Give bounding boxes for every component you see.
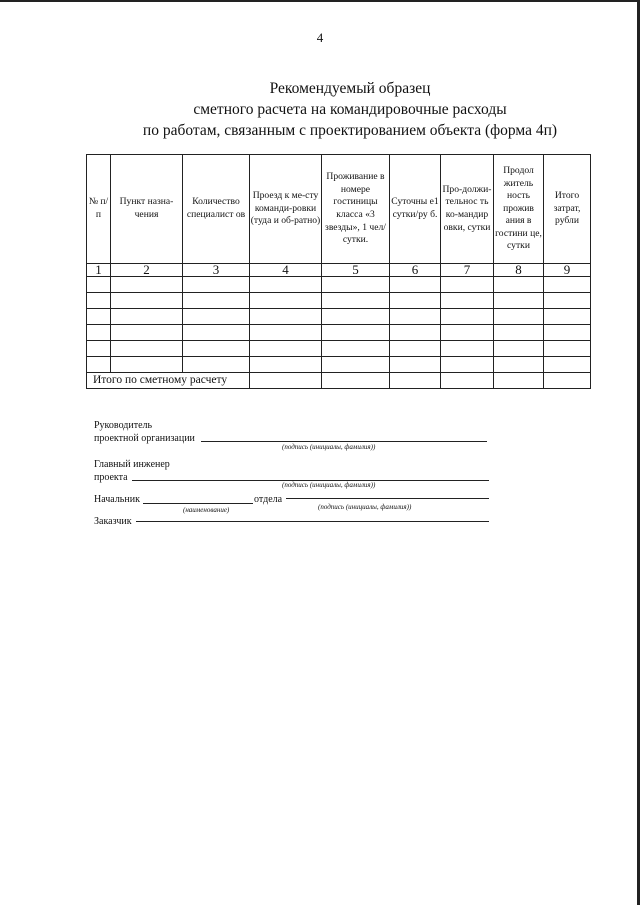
table-row	[87, 341, 591, 357]
document-title	[60, 78, 640, 141]
dept-name-line[interactable]	[143, 503, 253, 504]
estimate-table	[86, 154, 591, 389]
table-cell[interactable]	[250, 357, 322, 373]
table-cell[interactable]	[111, 309, 183, 325]
table-cell[interactable]	[441, 309, 494, 325]
table-cell[interactable]	[183, 293, 250, 309]
header-cell: Итого затрат, рубли	[544, 155, 591, 264]
table-cell[interactable]	[183, 277, 250, 293]
table-cell[interactable]	[441, 277, 494, 293]
title-line-2: сметного расчета на командировочные расходы	[193, 101, 507, 118]
table-cell[interactable]	[183, 341, 250, 357]
header-row	[87, 155, 591, 264]
table-cell[interactable]	[390, 357, 441, 373]
column-number: 4	[250, 264, 322, 277]
table-cell[interactable]	[441, 325, 494, 341]
column-number: 1	[87, 264, 111, 277]
head-label-line2: проектной организации	[94, 433, 195, 444]
table-cell[interactable]	[494, 373, 544, 389]
table-cell[interactable]	[87, 277, 111, 293]
table-cell[interactable]	[250, 309, 322, 325]
head-signature-hint: (подпись (инициалы, фамилия))	[282, 443, 376, 451]
table-cell[interactable]	[544, 373, 591, 389]
table-cell[interactable]	[390, 277, 441, 293]
table-cell[interactable]	[322, 277, 390, 293]
table-cell[interactable]	[183, 325, 250, 341]
table-cell[interactable]	[250, 293, 322, 309]
table-cell[interactable]	[250, 277, 322, 293]
table-cell[interactable]	[250, 341, 322, 357]
column-number: 6	[390, 264, 441, 277]
page-edge-top	[0, 0, 640, 2]
table-cell[interactable]	[544, 357, 591, 373]
customer-signature-line[interactable]	[136, 521, 489, 522]
column-number: 9	[544, 264, 591, 277]
header-cell: Проживание в номере гостиницы класса «3 звезды», 1 чел/сутки.	[322, 155, 390, 264]
header-cell: Суточны е1 сутки/ру б.	[390, 155, 441, 264]
column-number: 2	[111, 264, 183, 277]
page-number: 4	[316, 30, 324, 45]
total-row	[87, 373, 591, 389]
table-cell[interactable]	[322, 341, 390, 357]
header-cell: Пункт назна-чения	[111, 155, 183, 264]
header-cell: Проезд к ме-сту команди-ровки (туда и об-ратно)	[250, 155, 322, 264]
table-cell[interactable]	[250, 373, 322, 389]
column-number-row	[87, 264, 591, 277]
table-cell[interactable]	[111, 325, 183, 341]
column-number: 7	[441, 264, 494, 277]
header-cell: Количество специалист ов	[183, 155, 250, 264]
table-cell[interactable]	[390, 293, 441, 309]
column-number: 5	[322, 264, 390, 277]
table-row	[87, 325, 591, 341]
table-cell[interactable]	[111, 341, 183, 357]
dept-label-middle: отдела	[254, 494, 283, 505]
chief-signature-hint: (подпись (инициалы, фамилия))	[282, 481, 376, 489]
table-cell[interactable]	[544, 309, 591, 325]
table-cell[interactable]	[111, 293, 183, 309]
table-cell[interactable]	[390, 325, 441, 341]
table-cell[interactable]	[441, 373, 494, 389]
head-label-line1: Руководитель	[94, 420, 153, 431]
table-row	[87, 357, 591, 373]
table-cell[interactable]	[494, 341, 544, 357]
table-cell[interactable]	[544, 341, 591, 357]
table-cell[interactable]	[322, 293, 390, 309]
table-cell[interactable]	[494, 325, 544, 341]
table-cell[interactable]	[87, 293, 111, 309]
head-signature-line[interactable]	[201, 441, 487, 442]
table-cell[interactable]	[111, 277, 183, 293]
table-cell[interactable]	[183, 309, 250, 325]
dept-name-hint: (наименование)	[183, 506, 230, 514]
dept-signature-hint: (подпись (инициалы, фамилия))	[318, 503, 412, 511]
dept-label-prefix: Начальник	[94, 494, 140, 505]
table-cell[interactable]	[390, 309, 441, 325]
header-cell: № п/ п	[87, 155, 111, 264]
total-label: Итого по сметному расчету	[87, 373, 250, 389]
title-line-3: по работам, связанным с проектированием объекта (форма 4п)	[142, 122, 558, 139]
table-cell[interactable]	[322, 373, 390, 389]
table-cell[interactable]	[87, 325, 111, 341]
table-cell[interactable]	[441, 341, 494, 357]
table-cell[interactable]	[494, 309, 544, 325]
table-cell[interactable]	[441, 357, 494, 373]
chief-label-line1: Главный инженер	[94, 459, 170, 470]
table-cell[interactable]	[390, 341, 441, 357]
table-row	[87, 293, 591, 309]
table-row	[87, 277, 591, 293]
column-number: 8	[494, 264, 544, 277]
table-cell[interactable]	[544, 293, 591, 309]
table-cell[interactable]	[183, 357, 250, 373]
header-cell: Про-должи-тельнос ть ко-мандир овки, сутки	[441, 155, 494, 264]
table-cell[interactable]	[322, 309, 390, 325]
dept-signature-line[interactable]	[286, 498, 489, 499]
table-cell[interactable]	[441, 293, 494, 309]
column-number: 3	[183, 264, 250, 277]
table-cell[interactable]	[250, 325, 322, 341]
table-cell[interactable]	[494, 357, 544, 373]
table-cell[interactable]	[544, 277, 591, 293]
table-row	[87, 309, 591, 325]
table-cell[interactable]	[87, 357, 111, 373]
table-cell[interactable]	[111, 357, 183, 373]
table-cell[interactable]	[322, 325, 390, 341]
table-cell[interactable]	[494, 293, 544, 309]
table-cell[interactable]	[390, 373, 441, 389]
table-cell[interactable]	[87, 341, 111, 357]
title-line-1: Рекомендуемый образец	[269, 80, 431, 97]
table-cell[interactable]	[322, 357, 390, 373]
table-cell[interactable]	[544, 325, 591, 341]
table-cell[interactable]	[494, 277, 544, 293]
header-cell: Продол житель ность прожив ания в гостини це, сутки	[494, 155, 544, 264]
customer-label: Заказчик	[94, 516, 132, 527]
chief-label-line2: проекта	[94, 472, 128, 483]
table-cell[interactable]	[87, 309, 111, 325]
